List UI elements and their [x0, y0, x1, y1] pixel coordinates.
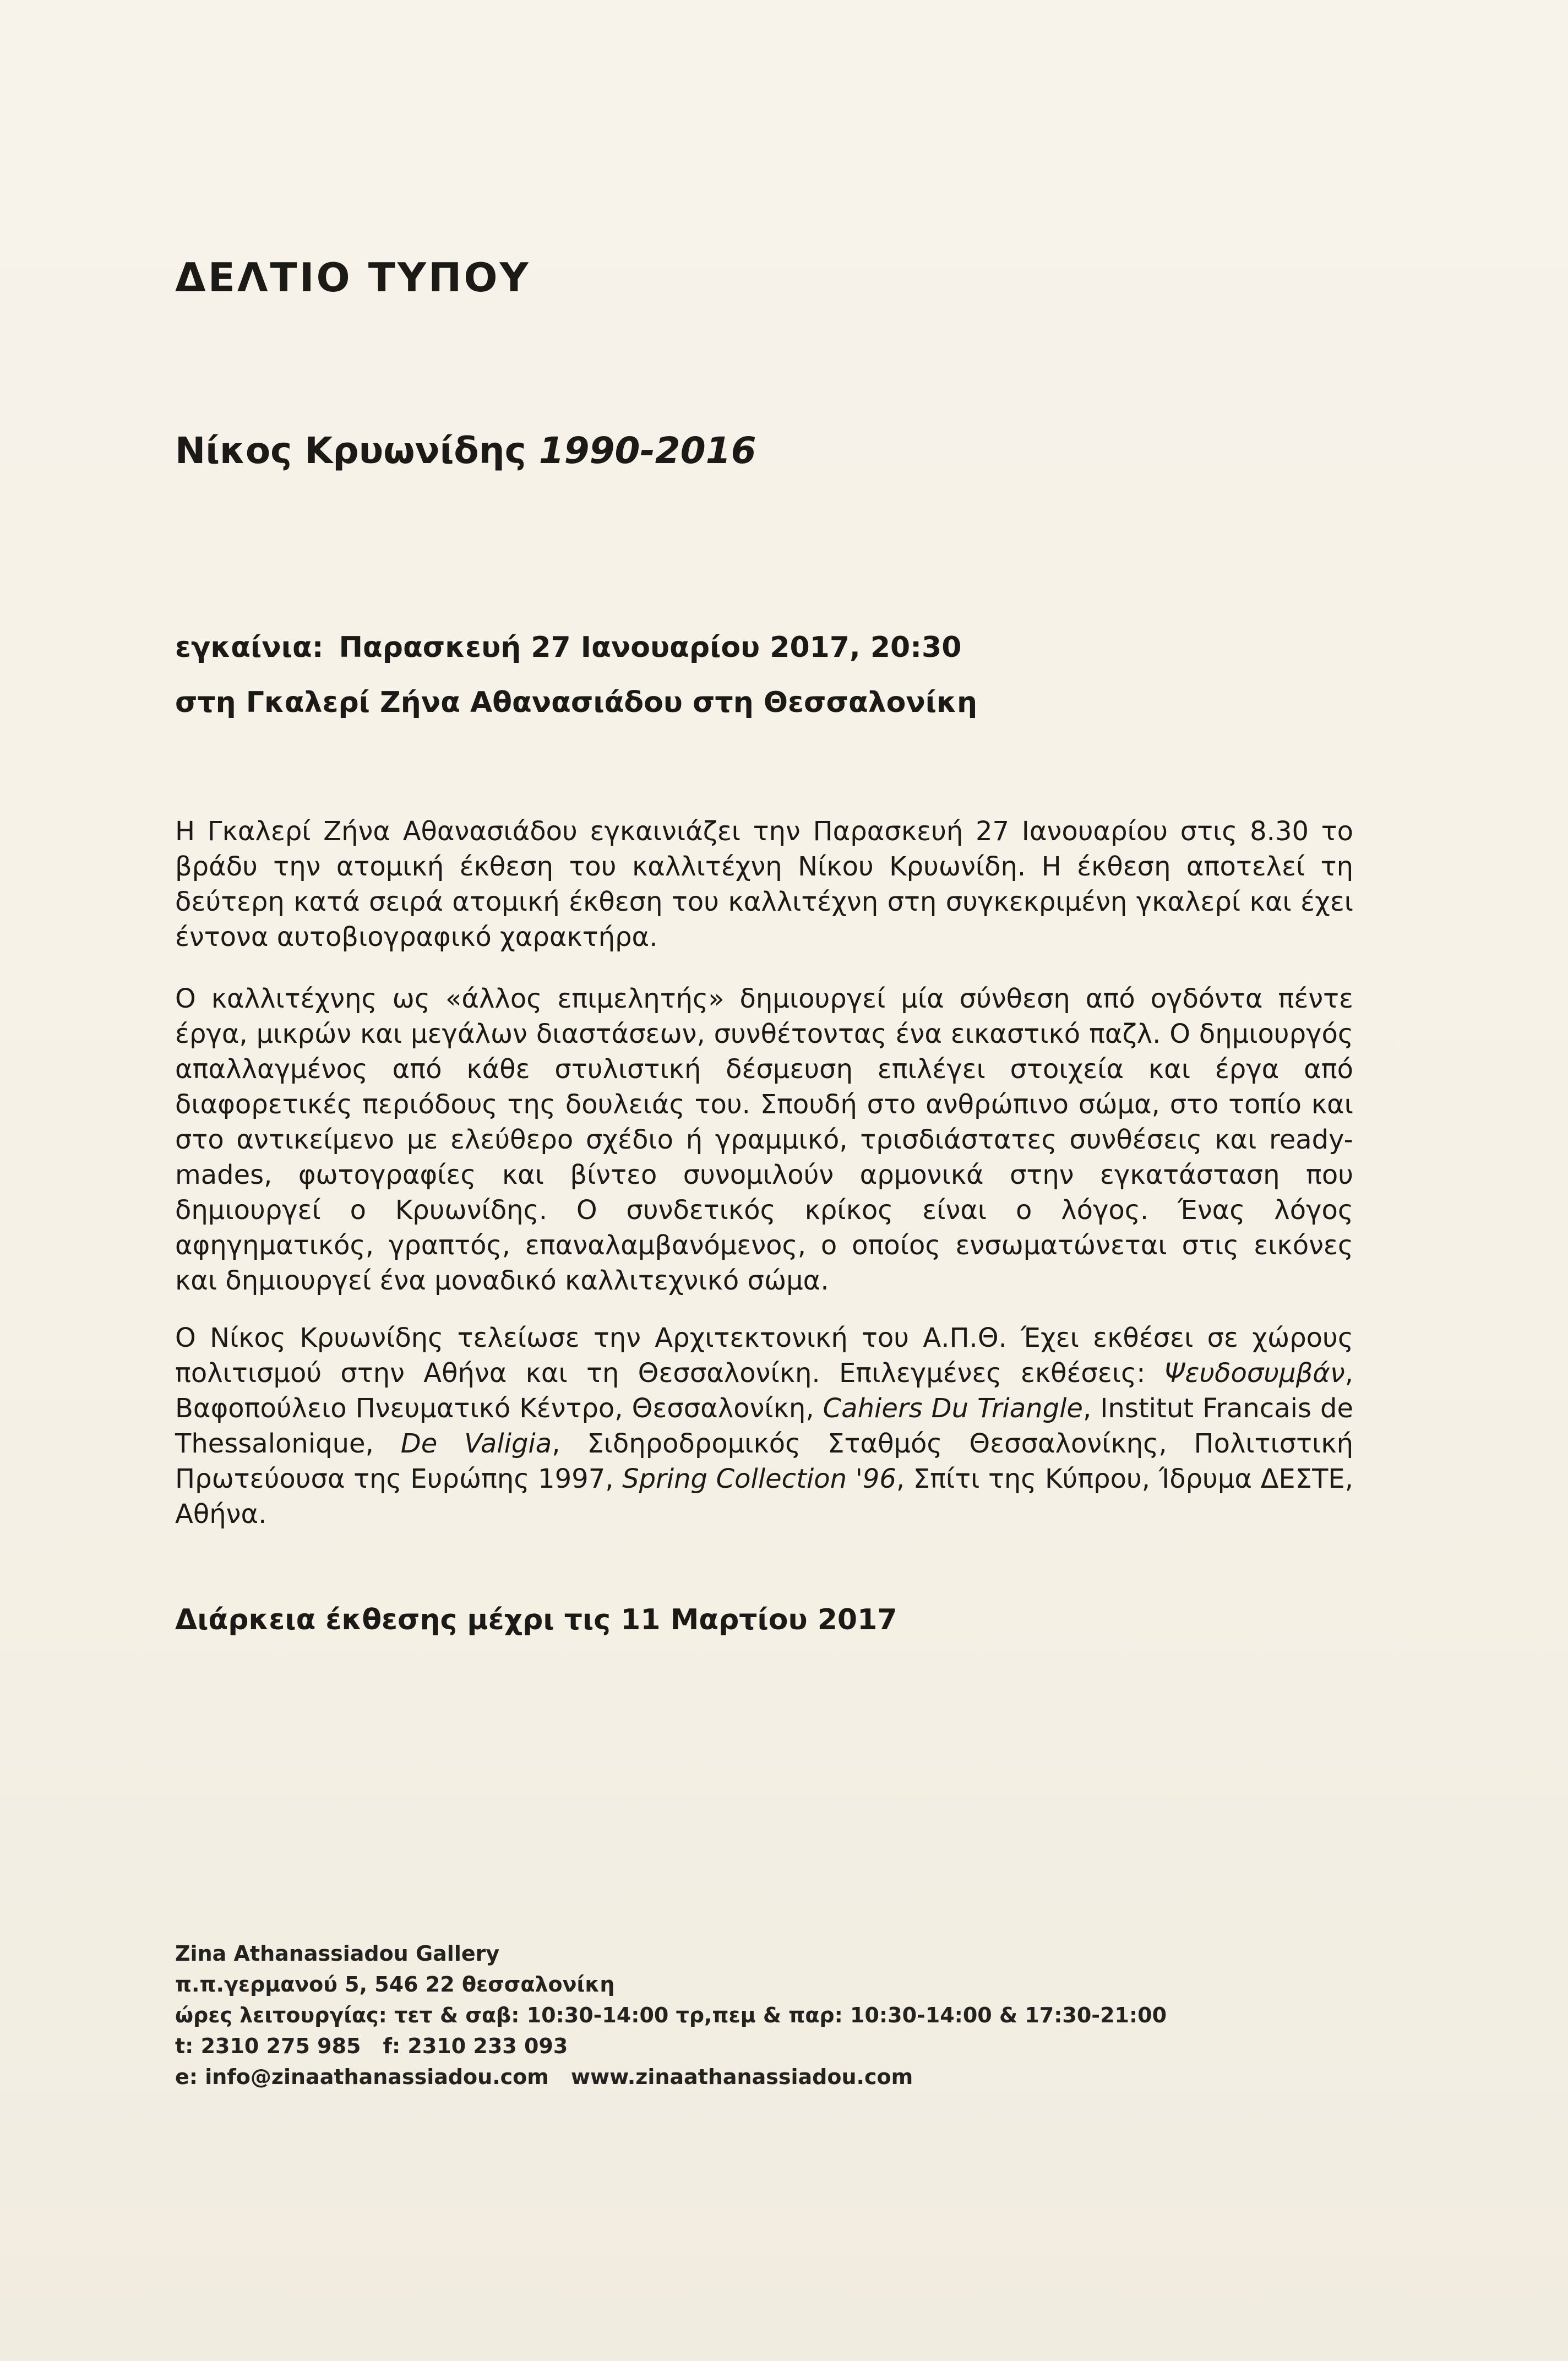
- paragraph-intro: Η Γκαλερί Ζήνα Αθανασιάδου εγκαινιάζει την Παρασκευή 27 Ιανουαρίου στις 8.30 το βράδυ την ατομική έκθεση του καλλιτέχνη Νίκου Κρυωνίδη. Η έκθεση αποτελεί τη δεύτερη κατά σειρά ατομική έκθεση του καλλιτέχνη στη συγκεκριμένη γκαλερί και έχει έντονα αυτοβιογραφικό χαρακτήρα.: [175, 816, 1353, 953]
- artist-name: Νίκος Κρυωνίδης: [175, 429, 526, 472]
- exhibition-title: De Valigia: [400, 1428, 552, 1459]
- phone-number: t: 2310 275 985: [175, 2034, 361, 2058]
- bio-intro: Ο Νίκος Κρυωνίδης τελείωσε την Αρχιτεκτονική του Α.Π.Θ. Έχει εκθέσει σε χώρους πολιτισμού στην Αθήνα και τη Θεσσαλονίκη. Επιλεγμένες εκθέσεις:: [175, 1323, 1353, 1389]
- fax-number: f: 2310 233 093: [383, 2034, 568, 2058]
- exhibition-venue: , Σπίτι της Κύπρου, Ίδρυμα ΔΕΣΤΕ, Αθήνα.: [175, 1464, 1353, 1530]
- opening-line: [175, 620, 977, 675]
- opening-place: στη Γκαλερί Ζήνα Αθανασιάδου στη Θεσσαλονίκη: [175, 686, 977, 719]
- gallery-address: π.π.γερμανού 5, 546 22 θεσσαλονίκη: [175, 1972, 615, 1996]
- document-title: ΔΕΛΤΙΟ ΤΥΠΟΥ: [175, 254, 531, 301]
- gallery-name: Zina Athanassiadou Gallery: [175, 1941, 500, 1966]
- phone-fax-row: [175, 2031, 1167, 2061]
- email-web-row: [175, 2061, 1167, 2092]
- exhibition-title: Ψευδοσυμβάν: [1164, 1358, 1345, 1389]
- opening-info: [175, 620, 977, 730]
- exhibition-title: Spring Collection '96: [622, 1464, 896, 1494]
- paragraph-description: Ο καλλιτέχνης ως «άλλος επιμελητής» δημιουργεί μία σύνθεση από ογδόντα πέντε έργα, μικρών και μεγάλων διαστάσεων, συνθέτοντας ένα εικαστικό παζλ. Ο δημιουργός απαλλαγμένος από κάθε στυλιστική δέσμευση επιλέγει στοιχεία και έργα από διαφορετικές περιόδους της δουλειάς του. Σπουδή στο ανθρώπινο σώμα, στο τοπίο και στο αντικείμενο με ελεύθερο σχέδιο ή γραμμικό, τρισδιάστατες συνθέσεις και ready-mades, φωτογραφίες και βίντεο συνομιλούν αρμονικά στην εγκατάσταση που δημιουργεί ο Κρυωνίδης. Ο συνδετικός κρίκος είναι ο λόγος. Ένας λόγος αφηγηματικός, γραπτός, επαναλαμβανόμενος, ο οποίος ενσωματώνεται στις εικόνες και δημιουργεί ένα μοναδικό καλλιτεχνικό σώμα.: [175, 983, 1353, 1296]
- paragraph-biography: [175, 1320, 1353, 1532]
- exhibition-duration: Διάρκεια έκθεσης μέχρι τις 11 Μαρτίου 2017: [175, 1603, 897, 1636]
- exhibition-venue: , Σιδηροδρομικός Σταθμός Θεσσαλονίκης, Πολιτιστική Πρωτεύουσα της Ευρώπης 1997,: [175, 1428, 1353, 1494]
- gallery-contact-footer: [175, 1938, 1167, 2092]
- exhibition-heading: [175, 429, 756, 472]
- exhibition-title: Cahiers Du Triangle: [823, 1393, 1083, 1424]
- exhibition-years: 1990-2016: [538, 429, 756, 472]
- exhibition-venue: , Βαφοπούλειο Πνευματικό Κέντρο, Θεσσαλονίκη,: [175, 1358, 1353, 1424]
- exhibition-venue: , Institut Francais de Thessalonique,: [175, 1393, 1354, 1459]
- email-address: e: info@zinaathanassiadou.com: [175, 2065, 549, 2089]
- opening-date: Παρασκευή 27 Ιανουαρίου 2017, 20:30: [339, 631, 962, 664]
- website-url: www.zinaathanassiadou.com: [570, 2065, 913, 2089]
- opening-label: εγκαίνια:: [175, 631, 324, 664]
- opening-hours: ώρες λειτουργίας: τετ & σαβ: 10:30-14:00 τρ,πεμ & παρ: 10:30-14:00 & 17:30-21:00: [175, 2003, 1167, 2027]
